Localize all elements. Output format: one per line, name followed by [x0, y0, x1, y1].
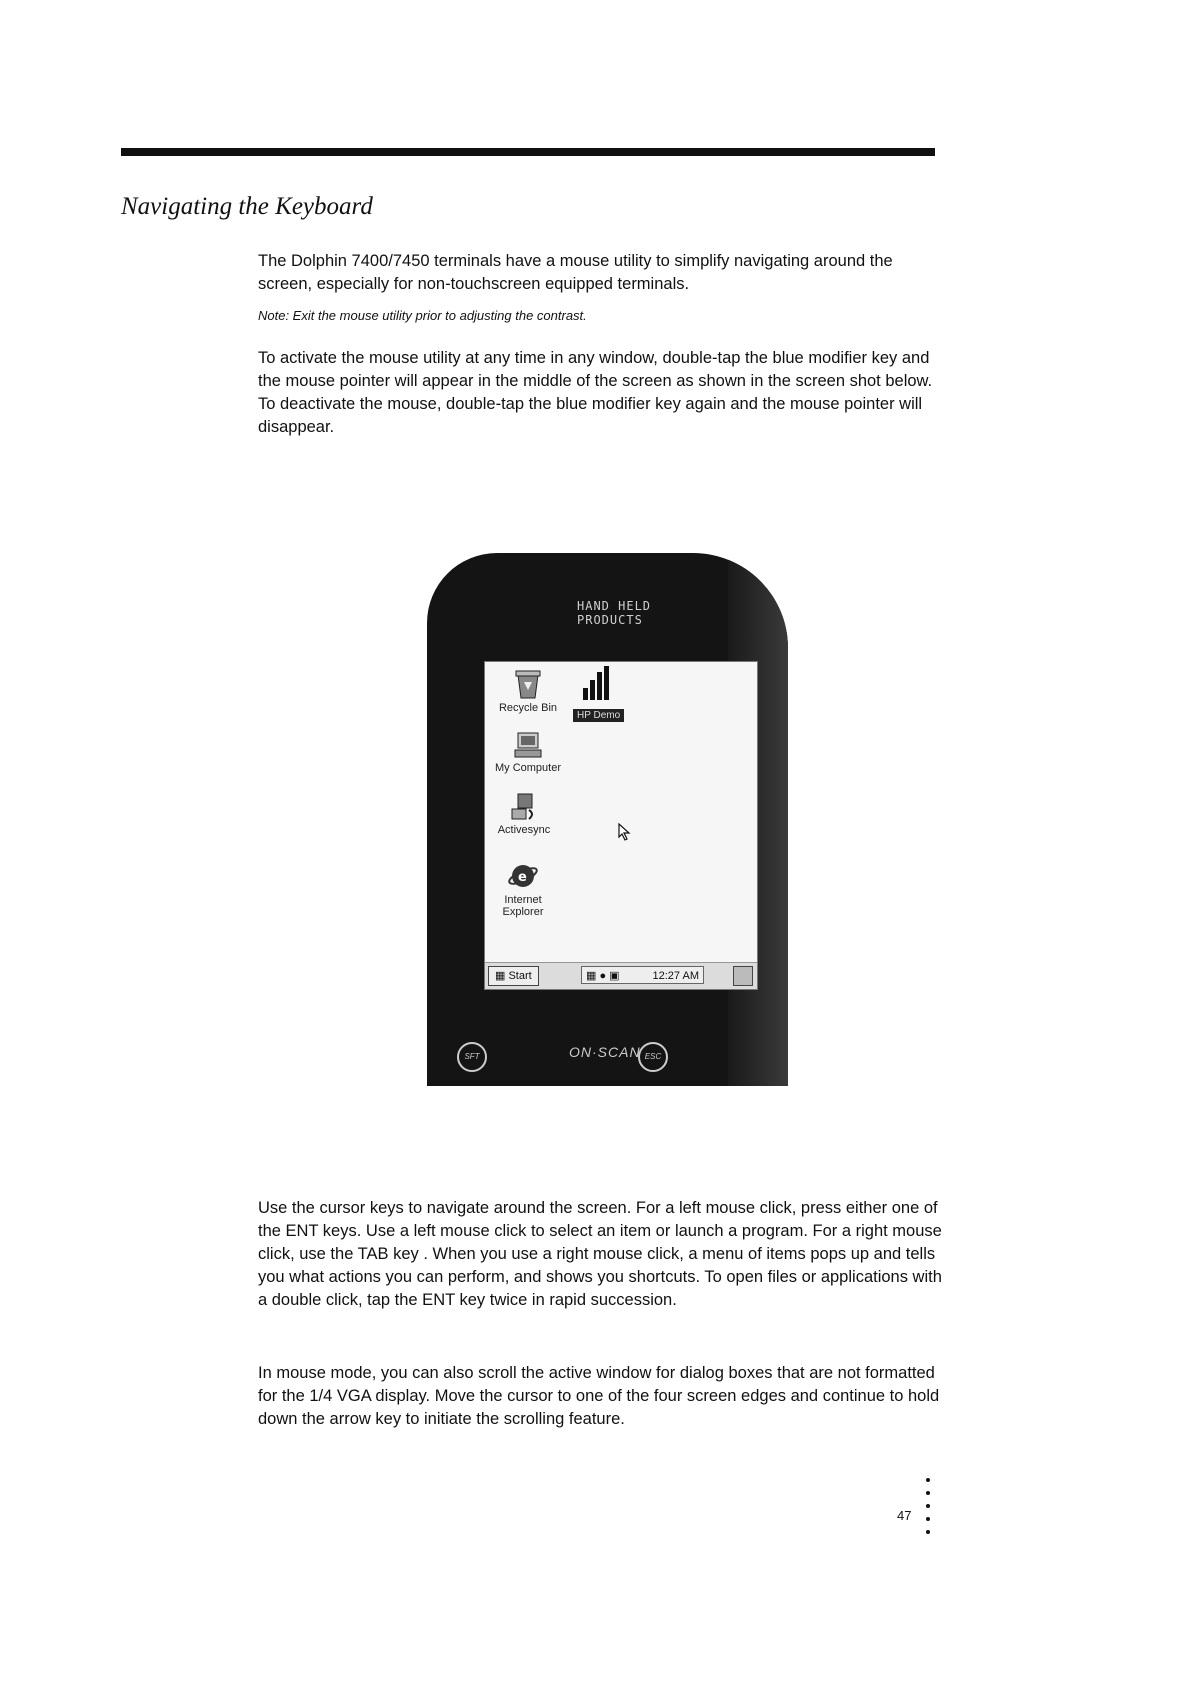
- internet-label-line-1: Internet: [504, 894, 542, 906]
- hp-demo-shortcut[interactable]: [577, 664, 617, 704]
- my-computer-shortcut[interactable]: [491, 730, 565, 774]
- system-tray[interactable]: [581, 966, 704, 984]
- activesync-icon: [509, 792, 539, 822]
- brand-logo: [577, 599, 651, 627]
- sft-key[interactable]: SFT: [457, 1042, 487, 1072]
- section-title: Navigating the Keyboard: [121, 193, 373, 220]
- windows-logo-icon: ▦: [495, 970, 509, 982]
- start-label: Start: [508, 970, 532, 982]
- mouse-pointer-icon: [618, 823, 632, 846]
- my-computer-label: My Computer: [494, 762, 562, 774]
- internet-explorer-shortcut[interactable]: [493, 858, 553, 918]
- internet-explorer-icon: [507, 858, 539, 892]
- recycle-bin-icon: [513, 668, 543, 700]
- page-number: 47: [897, 1508, 912, 1523]
- tray-icons: ▦ ● ▣: [586, 970, 620, 982]
- esc-key[interactable]: ESC: [638, 1042, 668, 1072]
- bar-chart-icon: [581, 664, 613, 702]
- show-desktop-button[interactable]: [733, 966, 753, 986]
- start-button[interactable]: [488, 966, 539, 986]
- computer-icon: [512, 730, 544, 760]
- hp-demo-label: HP Demo: [573, 709, 624, 722]
- device-screen: [484, 661, 758, 990]
- activesync-shortcut[interactable]: [491, 792, 557, 836]
- scrolling-paragraph: In mouse mode, you can also scroll the active window for dialog boxes that are not formatted for the 1/4 VGA display. Move the cursor to one of the four screen edges and continue to hold down the arrow key to initiate the scrolling feature.: [258, 1364, 940, 1428]
- page-dots-decoration: [926, 1478, 930, 1543]
- internet-label-line-2: Explorer: [502, 906, 544, 918]
- recycle-bin-label: Recycle Bin: [498, 702, 558, 714]
- top-rule: [121, 148, 935, 156]
- contrast-note: Note: Exit the mouse utility prior to adjusting the contrast.: [258, 308, 587, 323]
- activate-mouse-paragraph: To activate the mouse utility at any time in any window, double-tap the blue modifier key and the mouse pointer will appear in the middle of the screen as shown in the screen shot below. To deactivate the mouse, double-tap the blue modifier key again and the mouse pointer will disappear.: [258, 349, 933, 436]
- svg-text:e: e: [518, 870, 527, 885]
- intro-paragraph: The Dolphin 7400/7450 terminals have a mouse utility to simplify navigating around the screen, especially for non-touchscreen equipped terminals.: [258, 252, 893, 293]
- device-keypad-top: [427, 1031, 788, 1086]
- recycle-bin-shortcut[interactable]: [493, 668, 563, 714]
- brand-line-1: HAND HELD: [577, 599, 652, 613]
- cursor-keys-paragraph: Use the cursor keys to navigate around the screen. For a left mouse click, press either one of the ENT keys. Use a left mouse click to select an item or launch a program. For a right mouse click, use the TAB key . When you use a right mouse click, a menu of items pops up and tells you what actions you can perform, and shows you shortcuts. To open files or applications with a double click, tap the ENT key twice in rapid succession.: [258, 1199, 942, 1309]
- taskbar: [485, 962, 757, 989]
- on-scan-key[interactable]: ON·SCAN: [569, 1044, 641, 1060]
- activesync-label: Activesync: [497, 824, 551, 836]
- brand-line-2: PRODUCTS: [577, 613, 643, 627]
- dolphin-terminal-photo: [427, 553, 788, 1086]
- clock: 12:27 AM: [652, 970, 699, 982]
